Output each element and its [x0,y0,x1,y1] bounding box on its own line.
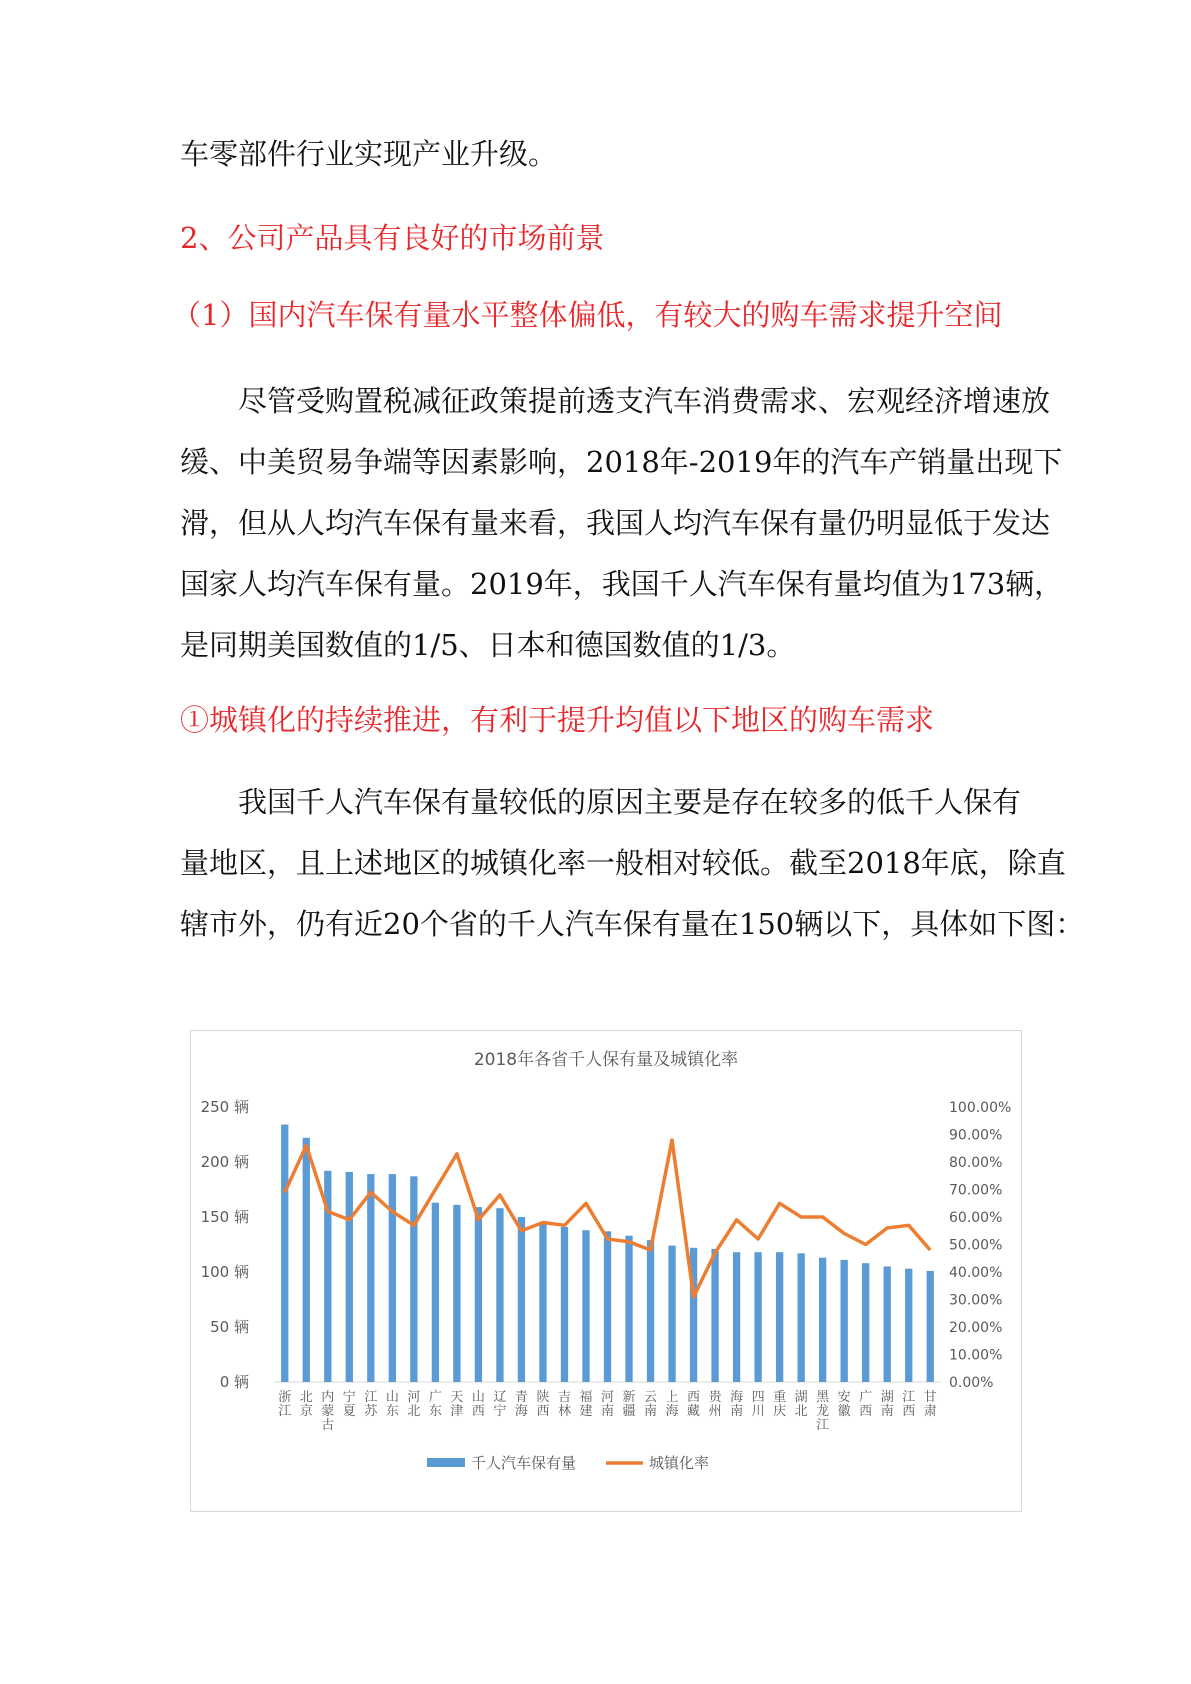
bar-湖南 [884,1267,891,1383]
x-tick-label: 四川 [751,1390,765,1419]
x-tick-label: 江苏 [364,1390,378,1419]
chart-frame [190,1030,1022,1512]
bar-浙江 [281,1125,288,1382]
bar-重庆 [776,1252,783,1382]
y-right-tick-label: 10.00% [949,1347,1003,1364]
x-tick-label: 上海 [665,1390,679,1419]
x-tick-label: 吉林 [557,1390,571,1419]
y-right-tick-label: 50.00% [949,1237,1003,1254]
x-tick-label: 福建 [579,1390,593,1419]
paragraph-line: 量地区，且上述地区的城镇化率一般相对较低。截至2018年底，除直 [180,846,1066,880]
x-tick-label: 天津 [450,1390,464,1419]
bar-山东 [389,1174,396,1382]
bar-吉林 [561,1227,568,1382]
x-tick-label: 宁夏 [342,1390,356,1419]
bar-天津 [453,1205,460,1382]
y-right-tick-label: 100.00% [949,1100,1012,1116]
bar-四川 [754,1252,761,1382]
paragraph-line: 滑，但从人均汽车保有量来看，我国人均汽车保有量仍明显低于发达 [180,506,1051,540]
y-right-tick-label: 40.00% [949,1265,1003,1281]
bar-湖北 [797,1253,804,1382]
y-right-tick-label: 30.00% [949,1292,1003,1309]
x-tick-label: 北京 [299,1390,313,1419]
x-tick-label: 山西 [471,1390,485,1419]
y-right-tick-label: 20.00% [949,1320,1003,1336]
y-left-tick-label: 0 辆 [219,1373,249,1391]
x-tick-label: 内蒙古 [321,1390,335,1433]
bar-青海 [518,1217,525,1382]
combo-chart [191,1031,1021,1511]
bar-辽宁 [496,1208,503,1382]
x-tick-label: 陕西 [536,1390,550,1419]
x-tick-label: 河南 [600,1390,615,1419]
x-tick-label: 广西 [859,1390,873,1419]
x-tick-label: 湖北 [794,1390,808,1419]
bar-安徽 [841,1260,848,1382]
x-tick-label: 黑龙江 [816,1390,830,1433]
subsection-heading: （1）国内汽车保有量水平整体偏低，有较大的购车需求提升空间 [172,298,1003,332]
paragraph-line: 我国千人汽车保有量较低的原因主要是存在较多的低千人保有 [180,785,1022,819]
x-tick-label: 安徽 [837,1390,851,1419]
bar-新疆 [625,1236,632,1382]
x-tick-label: 广东 [428,1390,442,1419]
x-tick-label: 新疆 [622,1390,636,1419]
bar-北京 [303,1138,310,1382]
y-right-tick-label: 0.00% [949,1375,994,1391]
bar-海南 [733,1252,740,1382]
bar-江西 [905,1269,912,1382]
paragraph-line: 辖市外，仍有近20个省的千人汽车保有量在150辆以下，具体如下图： [180,907,1085,941]
bar-广东 [432,1203,439,1382]
bar-陕西 [539,1224,546,1382]
paragraph-line: 是同期美国数值的1/5、日本和德国数值的1/3。 [180,628,796,662]
legend-bar-label: 千人汽车保有量 [471,1454,577,1472]
x-tick-label: 海南 [730,1390,744,1419]
x-tick-label: 云南 [644,1390,658,1419]
x-tick-label: 贵州 [708,1390,722,1419]
paragraph-line: 国家人均汽车保有量。2019年，我国千人汽车保有量均值为173辆， [180,567,1064,601]
bar-贵州 [711,1249,718,1382]
x-tick-label: 湖南 [880,1390,894,1419]
x-tick-label: 山东 [385,1390,399,1419]
legend-line-label: 城镇化率 [649,1454,710,1472]
y-right-tick-label: 80.00% [949,1155,1003,1171]
bar-福建 [582,1230,589,1382]
x-tick-label: 河北 [407,1390,421,1419]
x-tick-label: 西藏 [687,1390,701,1419]
y-right-tick-label: 60.00% [949,1210,1003,1226]
y-left-tick-label: 200 辆 [200,1153,249,1171]
legend-bar-swatch [427,1458,465,1467]
bar-河南 [604,1231,611,1382]
bar-江苏 [367,1174,374,1382]
x-tick-label: 江西 [902,1390,916,1419]
bar-山西 [475,1207,482,1382]
y-left-tick-label: 250 辆 [200,1098,249,1116]
y-right-tick-label: 90.00% [949,1127,1003,1144]
bar-广西 [862,1263,869,1382]
paragraph-continuation: 车零部件行业实现产业升级。 [180,137,558,171]
x-tick-label: 青海 [514,1390,528,1419]
y-left-tick-label: 50 辆 [210,1318,249,1336]
y-left-tick-label: 100 辆 [200,1263,249,1281]
x-tick-label: 浙江 [278,1390,292,1419]
bar-河北 [410,1176,417,1382]
paragraph-line: 缓、中美贸易争端等因素影响，2018年-2019年的汽车产销量出现下 [180,445,1063,479]
bar-上海 [668,1246,675,1382]
y-left-tick-label: 150 辆 [200,1208,249,1226]
bar-宁夏 [346,1172,353,1382]
y-right-tick-label: 70.00% [949,1182,1003,1199]
x-tick-label: 重庆 [773,1390,787,1419]
section-heading: 2、公司产品具有良好的市场前景 [180,221,605,255]
bar-黑龙江 [819,1258,826,1382]
paragraph-line: 尽管受购置税减征政策提前透支汽车消费需求、宏观经济增速放 [180,384,1051,418]
x-tick-label: 甘肃 [923,1390,937,1419]
subsection-heading: ①城镇化的持续推进，有利于提升均值以下地区的购车需求 [180,703,935,737]
chart-title: 2018年各省千人保有量及城镇化率 [473,1050,739,1070]
bar-甘肃 [927,1271,934,1382]
x-tick-label: 辽宁 [493,1390,507,1419]
bar-云南 [647,1240,654,1382]
